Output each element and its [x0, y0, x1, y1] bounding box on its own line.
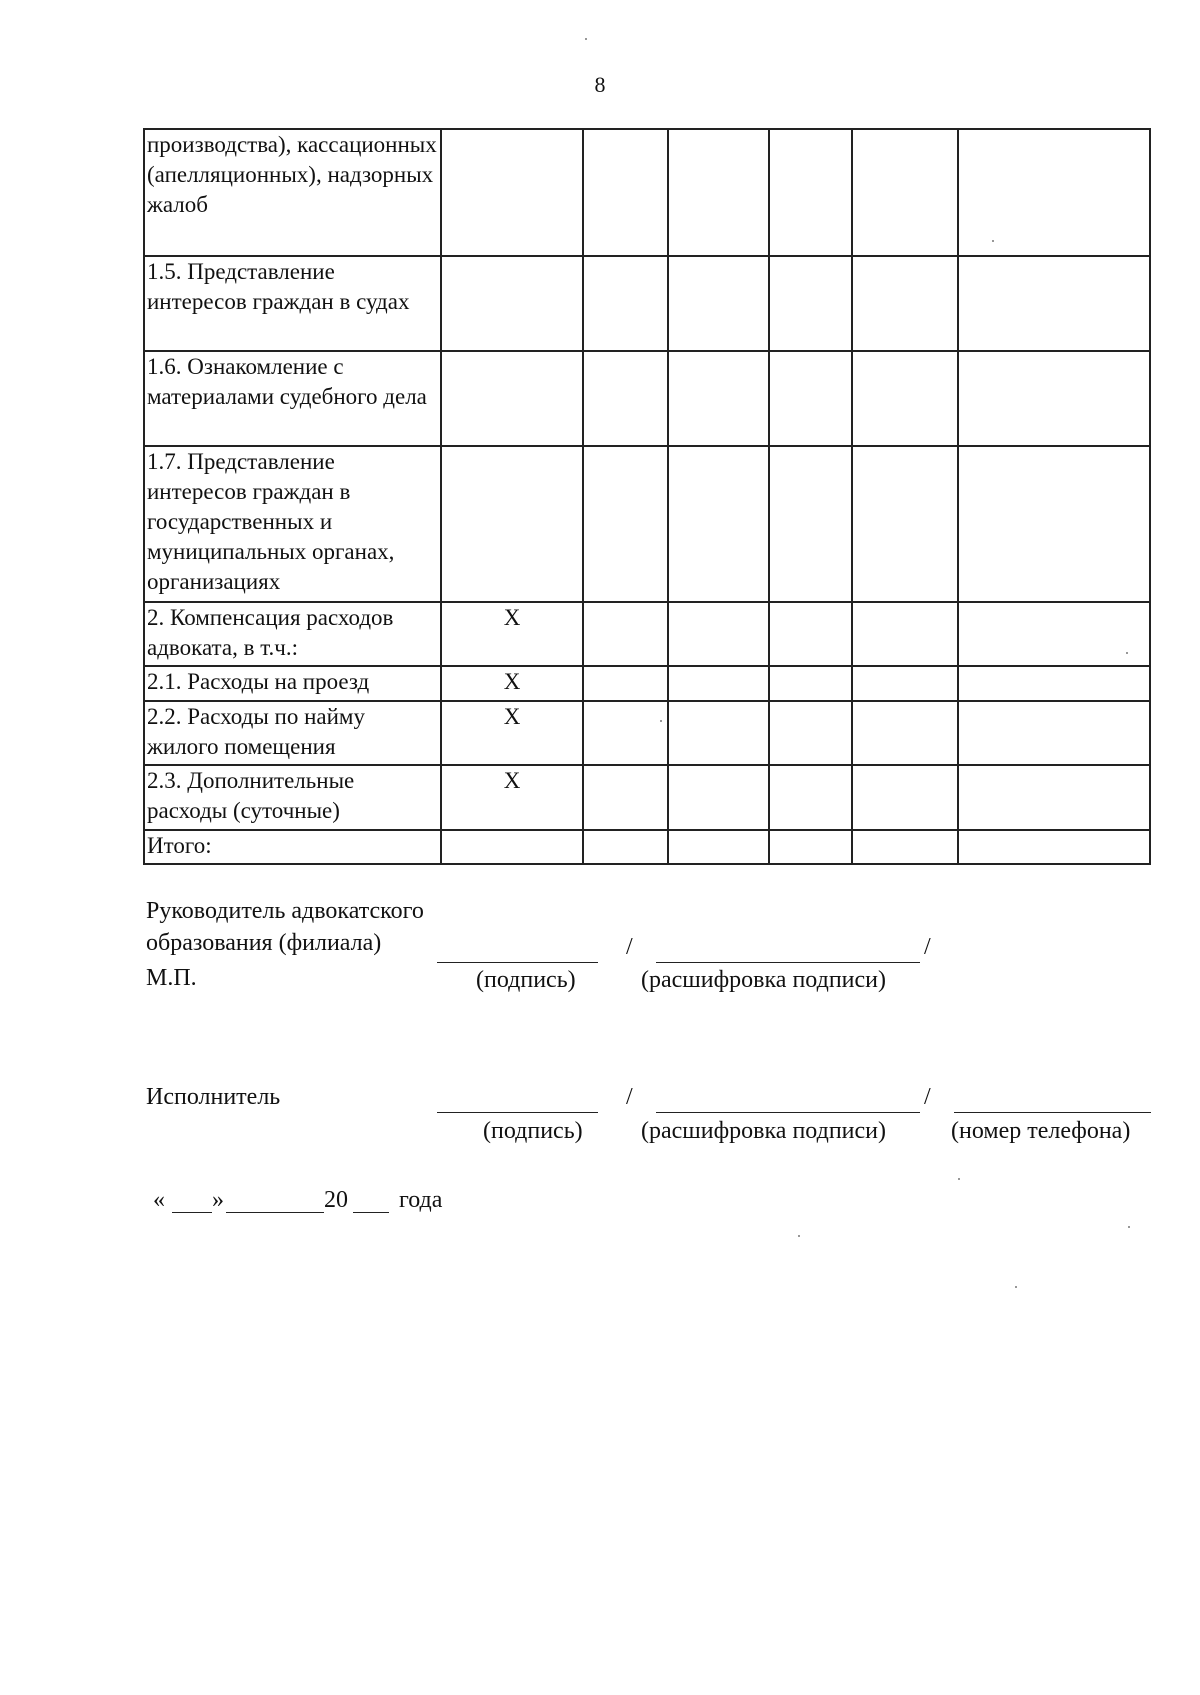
- table-cell: [583, 351, 668, 446]
- table-cell: [958, 830, 1150, 864]
- table-cell: [583, 446, 668, 602]
- row-mark: X: [441, 602, 583, 666]
- row-label: 1.6. Ознакомление с материалами судебного дела: [144, 351, 441, 446]
- table-cell: [668, 830, 769, 864]
- row-mark: X: [441, 701, 583, 765]
- table-cell: [769, 446, 852, 602]
- scan-speck: [1126, 652, 1128, 654]
- table-row: [144, 256, 1150, 351]
- table-cell: [769, 351, 852, 446]
- table-cell: [668, 602, 769, 666]
- table-cell: [769, 256, 852, 351]
- table-cell: [769, 602, 852, 666]
- table-cell: [958, 602, 1150, 666]
- row-label: 2.3. Дополнительные расходы (суточные): [144, 765, 441, 830]
- table-cell: [668, 446, 769, 602]
- separator-slash: /: [924, 934, 931, 960]
- table-cell: [583, 666, 668, 701]
- row-label: производства), кассационных (апелляционных), надзорных жалоб: [144, 129, 441, 256]
- table-row: [144, 666, 1150, 701]
- page-number: 8: [594, 72, 606, 97]
- table-cell: [583, 256, 668, 351]
- table-cell: [769, 765, 852, 830]
- table-cell: [769, 830, 852, 864]
- table-cell: [958, 701, 1150, 765]
- table-cell: [583, 765, 668, 830]
- date-year-line[interactable]: [353, 1212, 389, 1213]
- row-label: 2.1. Расходы на проезд: [144, 666, 441, 701]
- separator-slash: /: [626, 1084, 633, 1110]
- table-cell: [583, 129, 668, 256]
- row-mark: [441, 351, 583, 446]
- table-cell: [852, 830, 958, 864]
- table-cell: [852, 666, 958, 701]
- table-cell: [958, 129, 1150, 256]
- scan-speck: [958, 1178, 960, 1180]
- table-cell: [958, 765, 1150, 830]
- row-mark: [441, 446, 583, 602]
- row-mark: X: [441, 666, 583, 701]
- scan-speck: [992, 240, 994, 242]
- row-label: 1.5. Представление интересов граждан в судах: [144, 256, 441, 351]
- scan-speck: [798, 1235, 800, 1237]
- table-cell: [668, 351, 769, 446]
- stamp-label: М.П.: [146, 965, 197, 991]
- date-close-quote: »: [212, 1187, 224, 1213]
- table-cell: [769, 701, 852, 765]
- row-label: 2. Компенсация расходов адвоката, в т.ч.:: [144, 602, 441, 666]
- executor-signature-line[interactable]: [437, 1112, 598, 1113]
- scan-speck: [585, 38, 587, 40]
- row-mark: [441, 830, 583, 864]
- caption-signature: (подпись): [476, 967, 576, 993]
- head-title-line2: образования (филиала): [146, 930, 382, 956]
- table-row: [144, 701, 1150, 765]
- executor-label: Исполнитель: [146, 1084, 281, 1110]
- table-cell: [852, 351, 958, 446]
- table-cell: [769, 129, 852, 256]
- row-label: 1.7. Представление интересов граждан в государственных и муниципальных органах, организациях: [144, 446, 441, 602]
- table-row: [144, 830, 1150, 864]
- caption-signature: (подпись): [483, 1118, 583, 1144]
- table-cell: [583, 701, 668, 765]
- table-cell: [583, 830, 668, 864]
- caption-decoding: (расшифровка подписи): [641, 1118, 886, 1144]
- row-mark: [441, 256, 583, 351]
- row-mark: [441, 129, 583, 256]
- date-open-quote: «: [153, 1187, 165, 1213]
- date-day-line[interactable]: [172, 1212, 212, 1213]
- table-row: [144, 602, 1150, 666]
- table-cell: [769, 666, 852, 701]
- head-signature-line[interactable]: [437, 962, 598, 963]
- row-label: Итого:: [144, 830, 441, 864]
- caption-phone: (номер телефона): [951, 1118, 1131, 1144]
- row-label: 2.2. Расходы по найму жилого помещения: [144, 701, 441, 765]
- table-cell: [958, 351, 1150, 446]
- executor-decoding-line[interactable]: [656, 1112, 920, 1113]
- table-cell: [668, 129, 769, 256]
- caption-decoding: (расшифровка подписи): [641, 967, 886, 993]
- separator-slash: /: [924, 1084, 931, 1110]
- scan-speck: [1128, 1226, 1130, 1228]
- table-row: [144, 765, 1150, 830]
- table-cell: [668, 666, 769, 701]
- separator-slash: /: [626, 934, 633, 960]
- table-cell: [852, 765, 958, 830]
- expense-table: [143, 128, 1151, 865]
- table-row: [144, 351, 1150, 446]
- table-cell: [852, 256, 958, 351]
- head-title-line1: Руководитель адвокатского: [146, 898, 424, 924]
- date-suffix: года: [399, 1187, 443, 1213]
- table-cell: [958, 666, 1150, 701]
- date-month-line[interactable]: [226, 1212, 324, 1213]
- table-cell: [583, 602, 668, 666]
- table-cell: [852, 701, 958, 765]
- table-row: [144, 129, 1150, 256]
- scan-speck: [1015, 1286, 1017, 1288]
- table-cell: [958, 446, 1150, 602]
- table-cell: [852, 602, 958, 666]
- scan-speck: [660, 720, 662, 722]
- row-mark: X: [441, 765, 583, 830]
- executor-phone-line[interactable]: [954, 1112, 1151, 1113]
- table-cell: [958, 256, 1150, 351]
- table-cell: [668, 256, 769, 351]
- date-century: 20: [324, 1187, 348, 1213]
- head-decoding-line[interactable]: [656, 962, 920, 963]
- table-cell: [668, 765, 769, 830]
- table-row: [144, 446, 1150, 602]
- table-cell: [852, 446, 958, 602]
- table-cell: [852, 129, 958, 256]
- table-cell: [668, 701, 769, 765]
